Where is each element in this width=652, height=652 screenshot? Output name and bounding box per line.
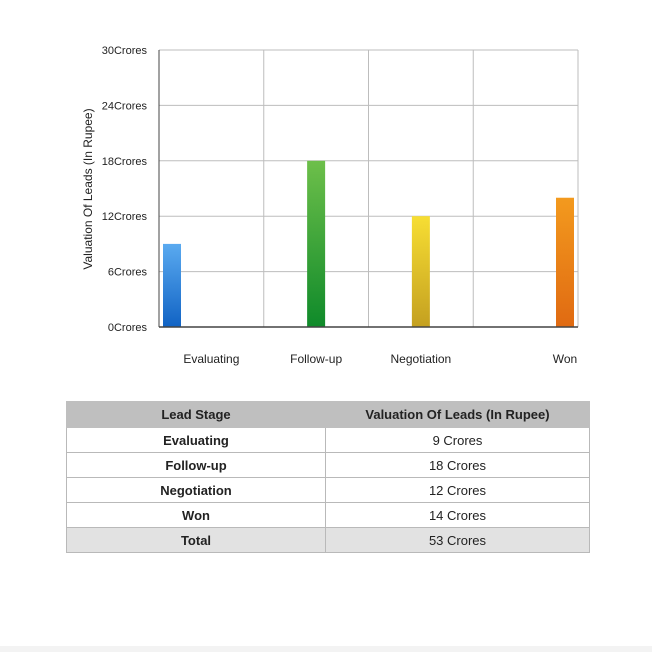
table-header-row bbox=[67, 402, 590, 428]
y-tick-label: 30Crores bbox=[101, 45, 147, 57]
table-row bbox=[67, 428, 590, 453]
bar-evaluating bbox=[163, 244, 181, 327]
y-tick-label: 18Crores bbox=[101, 155, 147, 168]
table-row bbox=[67, 503, 590, 528]
row-stage: Follow-up bbox=[67, 453, 326, 478]
y-tick-label: 0Crores bbox=[107, 322, 147, 334]
row-stage: Negotiation bbox=[67, 478, 326, 503]
bottom-strip bbox=[0, 646, 652, 652]
table-total-row bbox=[67, 528, 590, 553]
table-row bbox=[67, 478, 590, 503]
lead-valuation-table bbox=[66, 401, 590, 553]
bar-won bbox=[556, 198, 574, 327]
x-category-label: Follow-up bbox=[290, 352, 343, 366]
chart-grid bbox=[159, 50, 578, 327]
x-category-label: Won bbox=[552, 352, 578, 366]
row-stage: Evaluating bbox=[67, 428, 326, 453]
row-stage: Won bbox=[67, 503, 326, 528]
y-tick-label: 6Crores bbox=[107, 266, 147, 279]
y-axis-title: Valuation Of Leads (In Rupee) bbox=[81, 108, 95, 270]
total-label: Total bbox=[67, 528, 326, 553]
x-category-label: Negotiation bbox=[390, 352, 452, 366]
y-tick-label: 24Crores bbox=[101, 100, 147, 113]
x-category-label: Evaluating bbox=[183, 352, 240, 366]
bar-follow-up bbox=[307, 161, 325, 327]
total-value: 53 Crores bbox=[326, 528, 590, 553]
row-value: 12 Crores bbox=[326, 478, 590, 503]
table-row bbox=[67, 453, 590, 478]
header-lead-stage: Lead Stage bbox=[67, 402, 326, 428]
row-value: 18 Crores bbox=[326, 453, 590, 478]
bar-negotiation bbox=[412, 216, 430, 327]
row-value: 9 Crores bbox=[326, 428, 590, 453]
header-valuation: Valuation Of Leads (In Rupee) bbox=[326, 402, 590, 428]
y-tick-label: 12Crores bbox=[101, 211, 147, 224]
row-value: 14 Crores bbox=[326, 503, 590, 528]
